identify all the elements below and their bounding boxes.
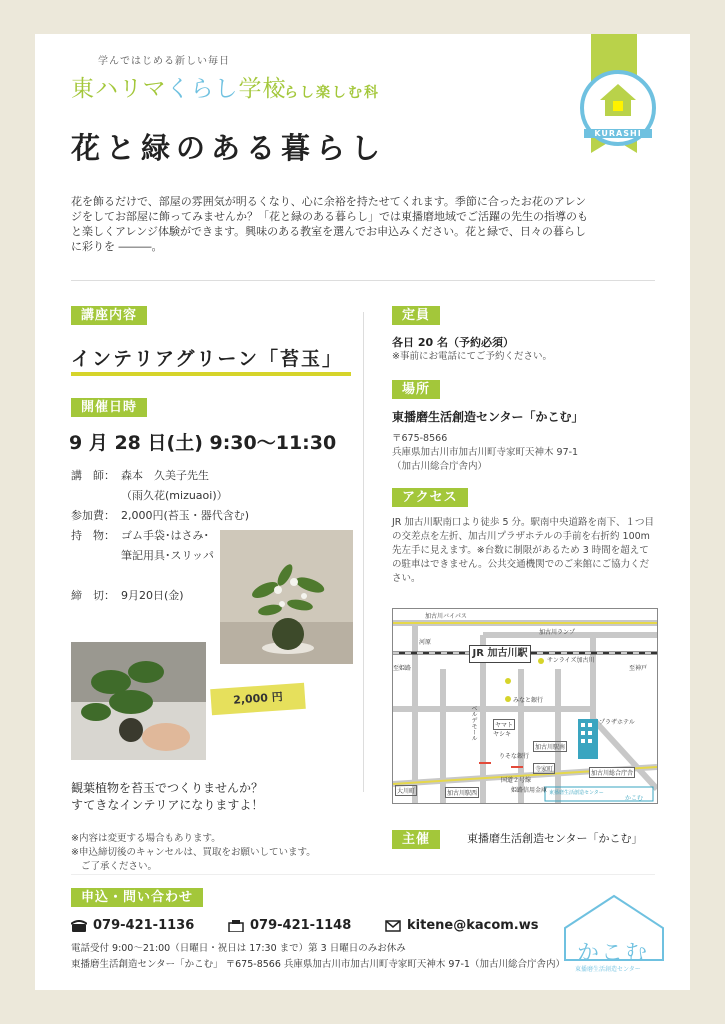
- workshop-photo: [71, 642, 206, 760]
- kacom-logo: [559, 892, 669, 982]
- course-section-tag: 講座内容: [71, 306, 147, 325]
- map-yashiki: ヤシキ: [493, 731, 511, 738]
- map-okawa: 大川町: [395, 785, 417, 796]
- bring-items-2: 筆記用具･スリッパ: [121, 549, 215, 562]
- venue-street: 兵庫県加古川市加古川町寺家町天神木 97-1: [392, 447, 579, 458]
- intro-text: 花を飾るだけで、部屋の雰囲気が明るくなり、心に余裕を持たせてくれます。季節に合ったお花のアレンジをしてお部屋に飾ってみませんか？「花と緑のある暮らし」では東播磨地域でご活躍の先生の指導のもと楽しくアレンジ体験ができます。興味のある教室を選んでお申込みください。花と緑で、日々の暮らしに彩りを ―――。: [71, 195, 588, 253]
- tagline: 学んではじめる新しい毎日: [98, 56, 230, 67]
- map-bypass: 加古川バイパス: [425, 613, 467, 620]
- fax-row: [228, 918, 351, 933]
- map-yamato: ヤマト: [493, 719, 515, 730]
- map-jike: 寺家町: [533, 763, 555, 774]
- map-kacom: かこむ: [625, 795, 644, 802]
- price-tag: 2,000 円: [210, 683, 306, 715]
- instructor-name: 森本 久美子先生: [121, 469, 209, 482]
- deadline-label: 締 切：: [71, 589, 115, 602]
- venue-tag: 場所: [392, 380, 440, 399]
- hours-text: 電話受付 9:00〜21:00（日曜日・祝日は 17:30 まで）第 3 日曜日のみお休み: [71, 943, 406, 954]
- map-ekimae: 加古川駅南: [533, 741, 567, 752]
- venue-name: 東播磨生活創造センター「かこむ」: [392, 410, 584, 424]
- kacom-name-text: かこむ: [577, 941, 650, 966]
- column-divider: [363, 312, 364, 792]
- organizer-value: 東播磨生活創造センター「かこむ」: [467, 832, 643, 845]
- capacity-note: ※事前にお電話にてご予約ください。: [392, 351, 552, 362]
- course-name: インテリアグリーン「苔玉」: [71, 348, 344, 370]
- datetime-tag: 開催日時: [71, 398, 147, 417]
- tel-row: [71, 918, 194, 933]
- kacom-sub: 東播磨生活創造センター: [575, 966, 641, 973]
- course-underline: [71, 372, 351, 376]
- map-plaza-hotel: プラザホテル: [599, 719, 635, 726]
- logo-part-a: 東ハリマ: [71, 76, 167, 102]
- instructor-affiliation: （雨久花(mizuaoi)）: [121, 489, 228, 502]
- map-minato-bank: みなと銀行: [513, 697, 544, 704]
- map-sunrise: サンライズ加古川: [547, 657, 595, 664]
- map-station-label: JR 加古川駅: [469, 645, 531, 663]
- map-nishi: 加古川駅西: [445, 787, 479, 798]
- map-sogo: 加古川総合庁舎: [589, 767, 635, 778]
- page-title: 花と緑のある暮らし: [71, 131, 387, 165]
- access-tag: アクセス: [392, 488, 468, 507]
- note-1: ※内容は変更する場合もあります。: [71, 833, 221, 844]
- map-center: 東播磨生活創造センター: [549, 790, 604, 796]
- map-to-himeji: 至姫路: [393, 665, 412, 672]
- school-logo: [71, 70, 287, 103]
- bring-items-1: ゴム手袋･はさみ･: [121, 529, 209, 542]
- footer-address: 東播磨生活創造センター「かこむ」 〒675-8566 兵庫県加古川市加古川町寺家町天神木 97-1（加古川総合庁舎内）: [71, 959, 565, 970]
- flyer: [35, 34, 690, 990]
- house-icon: [598, 82, 638, 118]
- map-risona-bank: りそな銀行: [499, 753, 530, 760]
- map-ramp: 加古川ランプ: [539, 629, 576, 636]
- access-map: [392, 608, 658, 804]
- instructor-label: 講 師：: [71, 469, 115, 482]
- phone-icon: [71, 920, 87, 932]
- map-kawahara: 河原: [419, 639, 432, 646]
- organizer-tag: 主催: [392, 830, 440, 849]
- email-row: [385, 918, 539, 933]
- badge-label: KURASHI: [584, 129, 652, 138]
- course-datetime: 9 月 28 日(土) 9:30〜11:30: [69, 432, 337, 454]
- access-text: JR 加古川駅南口より徒歩 5 分。駅南中央道路を南下、１つ目の交差点を左折、加古川プラザホテルの手前を右折約 100m 先左手に見えます。※台数に制限があるため 3 時間を超えての駐車はできません。公共交通機関でのご来館にご協力ください。: [392, 517, 655, 584]
- tel-number[interactable]: 079-421-1136: [93, 918, 195, 933]
- fax-number[interactable]: 079-421-1148: [250, 918, 352, 933]
- moss-ball-photo: [220, 530, 353, 664]
- fee-label: 参加費：: [71, 509, 115, 522]
- mail-icon: [385, 920, 401, 932]
- notes: [71, 832, 316, 874]
- kurashi-badge: [580, 70, 656, 146]
- catch-line-2: すてきなインテリアになりますよ！: [71, 798, 264, 812]
- capacity-value: 各日 20 名（予約必須）: [392, 336, 514, 349]
- contact-tag: 申込・問い合わせ: [71, 888, 203, 907]
- fax-icon: [228, 920, 244, 932]
- map-beru: ベルデモール: [470, 705, 477, 741]
- fee-value: 2,000円(苔玉・器代含む): [121, 509, 250, 522]
- venue-building: （加古川総合庁舎内）: [392, 461, 488, 472]
- note-2: ※申込締切後のキャンセルは、買取をお願いしています。: [71, 847, 316, 858]
- bring-label: 持 物：: [71, 529, 115, 542]
- kacom-name: [577, 936, 649, 967]
- contact-divider: [71, 874, 655, 875]
- catch-copy: [71, 780, 263, 814]
- map-to-kobe: 至神戸: [629, 665, 648, 672]
- logo-part-b: くらし: [166, 76, 239, 102]
- email-address[interactable]: kitene@kacom.ws: [407, 918, 539, 933]
- venue-zip: 〒675-8566: [392, 433, 448, 444]
- logo-part-c: 学校: [238, 76, 287, 102]
- map-route2: 国道２号線: [501, 777, 532, 784]
- capacity-tag: 定員: [392, 306, 440, 325]
- deadline-value: 9月20日(金): [121, 589, 184, 602]
- divider: [71, 280, 655, 281]
- note-3: ご了承ください。: [81, 861, 158, 872]
- catch-line-1: 観葉植物を苔玉でつくりませんか？: [71, 781, 264, 795]
- map-shinkin: 姫路信用金庫: [511, 787, 548, 794]
- department-name: くらし楽しむ科: [268, 85, 380, 101]
- venue-address: [392, 432, 578, 474]
